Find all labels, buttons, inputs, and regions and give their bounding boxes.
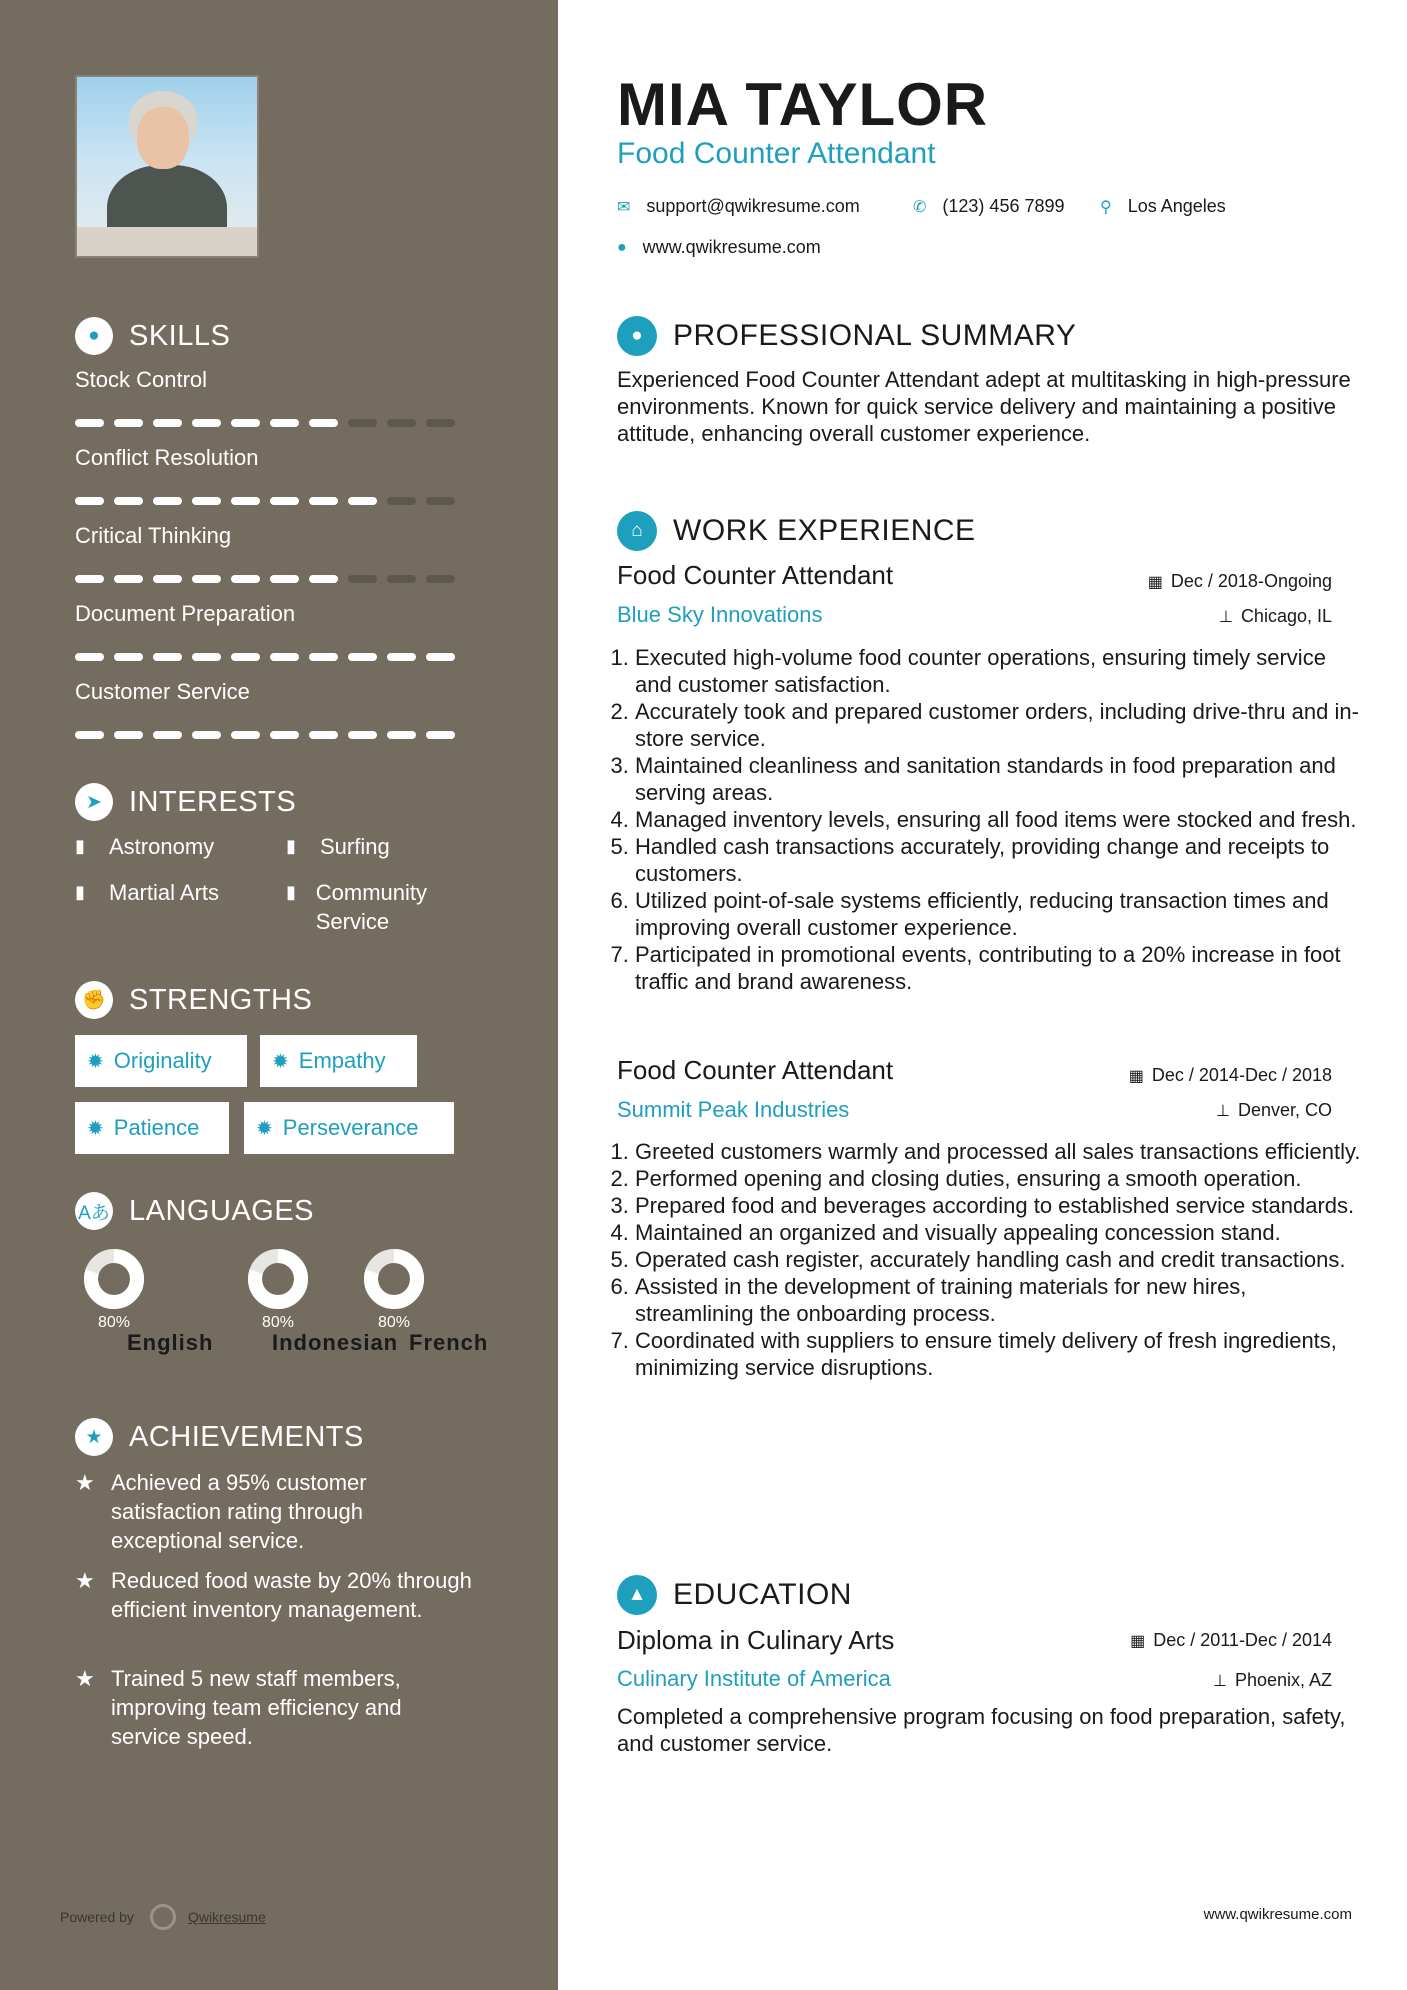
duty-item: 7. Coordinated with suppliers to ensure timely delivery of fresh ingredients, minimizing service disruptions. (635, 1327, 1367, 1381)
powered-by: Powered by Qwikresume (60, 1904, 266, 1930)
skill-dash (231, 731, 260, 739)
languages-heading: Aあ LANGUAGES (75, 1192, 314, 1230)
language-ring (247, 1248, 309, 1310)
language-item: French 80% (350, 1248, 438, 1332)
achievement-item: ★ Reduced food waste by 20% through efficient inventory management. (75, 1568, 472, 1622)
skill-dash (348, 497, 377, 505)
company-name: Blue Sky Innovations (617, 602, 823, 627)
interest-item: ▮ Community Service (286, 880, 427, 934)
skill-dash (231, 653, 260, 661)
skill-bar (75, 653, 455, 661)
skill-dash (153, 653, 182, 661)
company-name: Summit Peak Industries (617, 1097, 850, 1122)
skill-dash (309, 731, 338, 739)
duty-item: 3. Maintained cleanliness and sanitation standards in food preparation and serving areas. (635, 752, 1367, 806)
star-icon: ★ (75, 1418, 113, 1456)
degree-title: Diploma in Culinary Arts (617, 1625, 895, 1655)
education-text: Completed a comprehensive program focusing on food preparation, safety, and customer service. (617, 1704, 1346, 1756)
interest-item: ▮ Astronomy (75, 834, 215, 859)
skill-item: Critical Thinking (75, 523, 455, 583)
skill-dash (153, 497, 182, 505)
strength-badge: ✹ Empathy (260, 1035, 417, 1087)
shooting-star-icon: ★ (75, 1568, 95, 1593)
achievements-heading: ★ ACHIEVEMENTS (75, 1418, 364, 1456)
skill-dash (114, 575, 143, 583)
skill-dash (192, 653, 221, 661)
user-icon: ● (617, 316, 657, 356)
graduation-cap-icon: ▲ (617, 1575, 657, 1615)
skill-dash (153, 419, 182, 427)
duty-item: 4. Maintained an organized and visually appealing concession stand. (635, 1219, 1367, 1246)
interests-heading: ➤ INTERESTS (75, 783, 296, 821)
skill-bar (75, 575, 455, 583)
language-ring (83, 1248, 145, 1310)
badge-icon: ✹ (87, 1117, 104, 1140)
fist-icon: ✊ (75, 981, 113, 1019)
skill-dash (426, 731, 455, 739)
brand-link[interactable]: Qwikresume (187, 1909, 266, 1925)
badge-icon: ✹ (87, 1050, 104, 1073)
strengths-heading: ✊ STRENGTHS (75, 981, 312, 1019)
job-dates: ▦ Dec / 2018-Ongoing (1147, 571, 1332, 591)
badge-icon: ✹ (256, 1117, 273, 1140)
sidebar (0, 0, 558, 1990)
skill-dash (387, 653, 416, 661)
language-item: Indonesian 80% (213, 1248, 343, 1332)
globe-icon: ● (617, 238, 627, 256)
skill-dash (231, 575, 260, 583)
skill-dash (387, 497, 416, 505)
skill-dash (309, 653, 338, 661)
skill-dash (348, 419, 377, 427)
map-pin-icon: ⚲ (1100, 198, 1112, 216)
skills-heading: ● SKILLS (75, 317, 230, 355)
summary-text: Experienced Food Counter Attendant adept at multitasking in high-pressure environments. Known for quick service delivery and maintaining a positive attitude, enhancing overall customer experience. (617, 367, 1351, 446)
language-icon: Aあ (75, 1192, 113, 1230)
contact-email: ✉ support@qwikresume.com (617, 196, 860, 216)
duty-item: 5. Operated cash register, accurately handling cash and credit transactions. (635, 1246, 1367, 1273)
job-location: ⊥ Denver, CO (1216, 1100, 1332, 1120)
job-location: ⊥ Chicago, IL (1219, 606, 1332, 626)
skill-dash (348, 731, 377, 739)
lightbulb-icon: ● (75, 317, 113, 355)
job-dates: ▦ Dec / 2014-Dec / 2018 (1128, 1065, 1332, 1085)
skill-dash (114, 731, 143, 739)
language-ring (363, 1248, 425, 1310)
pushpin-icon: ⊥ (1213, 1672, 1227, 1690)
skill-dash (192, 731, 221, 739)
skill-dash (426, 575, 455, 583)
skill-dash (270, 419, 299, 427)
language-item: English 80% (68, 1248, 160, 1332)
skill-dash (387, 575, 416, 583)
skill-dash (114, 419, 143, 427)
chair-icon: ⌂ (617, 511, 657, 551)
job-title: Food Counter Attendant (617, 1055, 894, 1085)
book-icon: ▮ (286, 882, 296, 902)
main-content (558, 0, 1407, 1990)
skill-dash (192, 497, 221, 505)
skill-dash (270, 497, 299, 505)
qwikresume-logo-icon (150, 1904, 176, 1930)
skill-dash (426, 497, 455, 505)
achievement-item: ★ Achieved a 95% customer satisfaction rating through exceptional service. (75, 1470, 367, 1553)
skill-dash (270, 731, 299, 739)
phone-icon: ✆ (913, 198, 927, 216)
duty-item: 1. Greeted customers warmly and processed all sales transactions efficiently. (635, 1138, 1367, 1165)
duty-item: 1. Executed high-volume food counter operations, ensuring timely service and customer satisfaction. (635, 644, 1367, 698)
skill-dash (153, 575, 182, 583)
duty-item: 7. Participated in promotional events, contributing to a 20% increase in foot traffic and brand awareness. (635, 941, 1367, 995)
profile-photo (75, 75, 259, 258)
book-icon: ▮ (75, 836, 85, 856)
pushpin-icon: ⊥ (1216, 1102, 1230, 1120)
skill-dash (75, 575, 104, 583)
skill-bar (75, 731, 455, 739)
achievement-item: ★ Trained 5 new staff members, improving team efficiency and service speed. (75, 1666, 402, 1749)
calendar-icon: ▦ (1147, 573, 1163, 591)
summary-heading: ● PROFESSIONAL SUMMARY (617, 316, 1076, 356)
skill-bar (75, 497, 455, 505)
paper-plane-icon: ➤ (75, 783, 113, 821)
skill-dash (387, 419, 416, 427)
skill-dash (231, 497, 260, 505)
skill-dash (270, 575, 299, 583)
skill-dash (75, 419, 104, 427)
skill-dash (192, 419, 221, 427)
skill-dash (75, 497, 104, 505)
skill-dash (153, 731, 182, 739)
skill-dash (387, 731, 416, 739)
candidate-role: Food Counter Attendant (617, 137, 936, 170)
school-name: Culinary Institute of America (617, 1666, 891, 1691)
education-dates: ▦ Dec / 2011-Dec / 2014 (1130, 1630, 1332, 1650)
skill-dash (426, 653, 455, 661)
contact-phone: ✆ (123) 456 7899 (913, 196, 1065, 216)
skill-dash (309, 575, 338, 583)
contact-website: ● www.qwikresume.com (617, 237, 821, 257)
interest-item: ▮ Martial Arts (75, 880, 220, 905)
skill-item: Document Preparation (75, 601, 455, 661)
skill-item: Stock Control (75, 367, 455, 427)
strength-badge: ✹ Perseverance (244, 1102, 454, 1154)
skill-item: Conflict Resolution (75, 445, 455, 505)
duty-item: 2. Performed opening and closing duties, ensuring a smooth operation. (635, 1165, 1367, 1192)
candidate-name: MIA TAYLOR (617, 71, 989, 138)
education-location: ⊥ Phoenix, AZ (1213, 1670, 1332, 1690)
job-title: Food Counter Attendant (617, 560, 894, 590)
skill-dash (114, 497, 143, 505)
pushpin-icon: ⊥ (1219, 608, 1233, 626)
shooting-star-icon: ★ (75, 1666, 95, 1691)
envelope-icon: ✉ (617, 198, 631, 216)
skill-dash (270, 653, 299, 661)
skill-dash (309, 497, 338, 505)
duty-item: 6. Utilized point-of-sale systems efficiently, reducing transaction times and improving overall customer experience. (635, 887, 1367, 941)
job-duties-list (617, 1138, 1367, 1381)
strength-badge: ✹ Patience (75, 1102, 229, 1154)
strength-badge: ✹ Originality (75, 1035, 247, 1087)
skill-dash (192, 575, 221, 583)
duty-item: 3. Prepared food and beverages according to established service standards. (635, 1192, 1367, 1219)
duty-item: 4. Managed inventory levels, ensuring all food items were stocked and fresh. (635, 806, 1367, 833)
skill-bar (75, 419, 455, 427)
skill-dash (75, 731, 104, 739)
book-icon: ▮ (75, 882, 85, 902)
duty-item: 5. Handled cash transactions accurately, providing change and receipts to customers. (635, 833, 1367, 887)
skill-dash (231, 419, 260, 427)
interest-item: ▮ Surfing (286, 834, 390, 859)
work-experience-heading: ⌂ WORK EXPERIENCE (617, 511, 976, 551)
duty-item: 2. Accurately took and prepared customer orders, including drive-thru and in-store service. (635, 698, 1367, 752)
duty-item: 6. Assisted in the development of training materials for new hires, streamlining the onboarding process. (635, 1273, 1367, 1327)
skill-item: Customer Service (75, 679, 455, 739)
skill-dash (426, 419, 455, 427)
calendar-icon: ▦ (1130, 1632, 1146, 1650)
education-heading: ▲ EDUCATION (617, 1575, 852, 1615)
skill-dash (309, 419, 338, 427)
contact-location: ⚲ Los Angeles (1100, 196, 1226, 216)
shooting-star-icon: ★ (75, 1470, 95, 1495)
badge-icon: ✹ (272, 1050, 289, 1073)
job-duties-list (617, 644, 1367, 995)
calendar-icon: ▦ (1128, 1067, 1144, 1085)
book-icon: ▮ (286, 836, 296, 856)
skill-dash (114, 653, 143, 661)
footer-url[interactable]: www.qwikresume.com (1203, 1906, 1352, 1923)
skill-dash (75, 653, 104, 661)
skill-dash (348, 575, 377, 583)
skill-dash (348, 653, 377, 661)
